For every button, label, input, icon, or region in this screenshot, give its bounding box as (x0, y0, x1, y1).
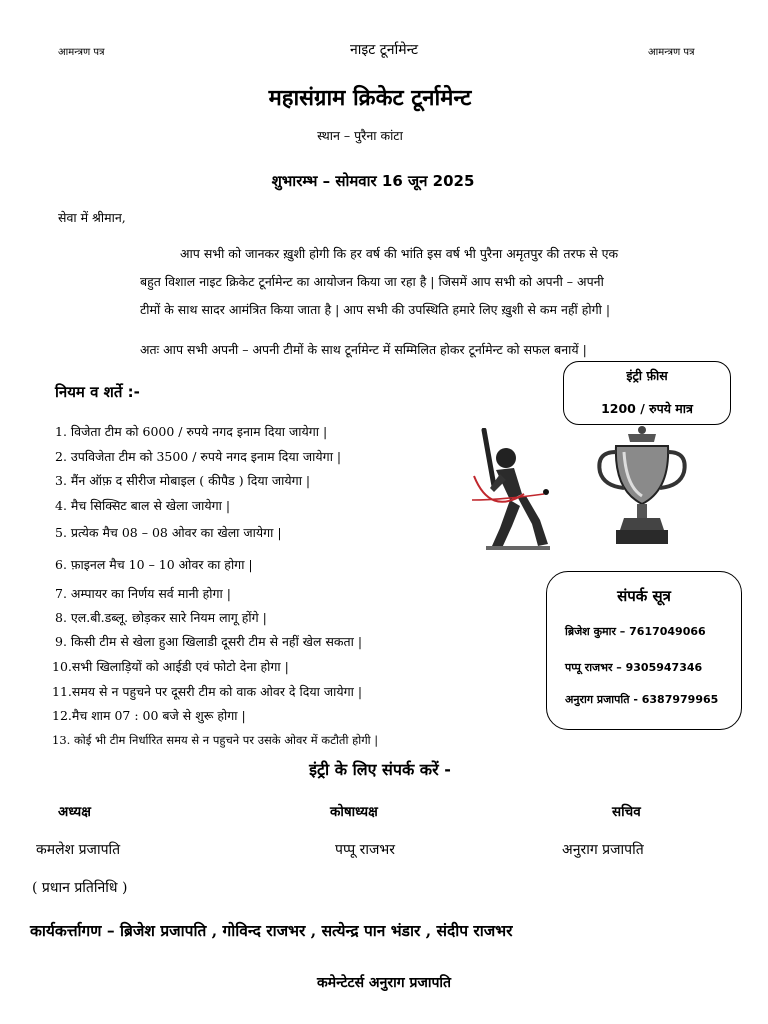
venue: स्थान – पुरैना कांटा (317, 128, 403, 143)
body-line-4: अतः आप सभी अपनी – अपनी टीमों के साथ टूर्नामेन्ट में सम्मिलित होकर टूर्नामेन्ट को सफल बनायें | (140, 342, 587, 357)
president-note: ( प्रधान प्रतिनिधि ) (32, 880, 128, 896)
body-line-3: टीमों के साथ सादर आमंत्रित किया जाता है | आप सभी की उपस्थिति हमारे लिए ख़ुशी से कम नहीं होगी | (140, 302, 611, 317)
contact-title: संपर्क सूत्र (617, 587, 671, 605)
entry-fee-amount: 1200 / रुपये मात्र (601, 401, 693, 416)
rule-item: 1. विजेता टीम को 6000 / रुपये नगद इनाम दिया जायेगा | (55, 424, 328, 439)
rule-item: 3. मैंन ऑफ़ द सीरीज मोबाइल ( कीपैड ) दिया जायेगा | (55, 473, 311, 488)
treasurer-name: पप्पू राजभर (335, 842, 395, 858)
president-role: अध्यक्ष (58, 804, 91, 820)
header-right-tag: आमन्त्रण पत्र (648, 47, 695, 58)
header-center-tag: नाइट टूर्नामेन्ट (349, 42, 419, 58)
rule-item: 4. मैच सिक्सिट बाल से खेला जायेगा | (55, 498, 231, 513)
salutation: सेवा में श्रीमान, (58, 210, 126, 225)
rule-item: 2. उपविजेता टीम को 3500 / रुपये नगद इनाम दिया जायेगा | (55, 449, 342, 464)
rule-item: 11.समय से न पहुचने पर दूसरी टीम को वाक ओवर दे दिया जायेगा | (52, 684, 363, 699)
page-title: महासंग्राम क्रिकेट टूर्नामेन्ट (268, 86, 472, 111)
entry-fee-box (563, 361, 731, 425)
rule-item: 6. फ़ाइनल मैच 10 – 10 ओवर का होगा | (55, 557, 253, 572)
rule-item: 13. कोई भी टीम निर्धारित समय से न पहुचने पर उसके ओवर में कटौती होगी | (52, 733, 379, 747)
commentator: कमेन्टेटर्स अनुराग प्रजापति (316, 975, 452, 991)
contact-line: ब्रिजेश कुमार – 7617049066 (565, 625, 706, 638)
president-name: कमलेश प्रजापति (36, 842, 121, 858)
entry-contact-heading: इंट्री के लिए संपर्क करें - (309, 760, 451, 779)
body-line-2: बहुत विशाल नाइट क्रिकेट टूर्नामेन्ट का आयोजन किया जा रहा है | जिसमें आप सभी को अपनी – अपनी (140, 274, 604, 289)
contact-line: अनुराग प्रजापति - 6387979965 (565, 693, 719, 706)
entry-fee-title: इंट्री फ़ीस (626, 368, 668, 383)
body-line-1: आप सभी को जानकर ख़ुशी होगी कि हर वर्ष की भांति इस वर्ष भी पुरैना अमृतपुर की तरफ से एक (180, 246, 619, 261)
secretary-name: अनुराग प्रजापति (562, 842, 644, 858)
rule-item: 8. एल.बी.डब्लू. छोड़कर सारे नियम लागू होंगे | (55, 610, 267, 625)
trophy-image (590, 424, 694, 550)
rule-item: 10.सभी खिलाड़ियों को आईडी एवं फोटो देना होगा | (52, 659, 289, 674)
rules-heading: नियम व शर्ते :- (55, 383, 140, 401)
workers-line: कार्यकर्त्तागण – ब्रिजेश प्रजापति , गोविन्द राजभर , सत्येन्द्र पान भंडार , संदीप राजभर (30, 921, 513, 940)
header-left-tag: आमन्त्रण पत्र (58, 47, 105, 58)
secretary-role: सचिव (612, 804, 641, 820)
rule-item: 9. किसी टीम से खेला हुआ खिलाडी दूसरी टीम से नहीं खेल सकता | (55, 634, 363, 649)
start-date: शुभारम्भ – सोमवार 16 जून 2025 (271, 172, 475, 190)
rule-item: 12.मैच शाम 07 : 00 बजे से शुरू होगा | (52, 708, 246, 723)
treasurer-role: कोषाध्यक्ष (330, 804, 378, 820)
contact-box (546, 571, 742, 730)
rule-item: 7. अम्पायर का निर्णय सर्व मानी होगा | (55, 586, 231, 601)
batsman-image (470, 428, 554, 552)
contact-line: पप्पू राजभर – 9305947346 (565, 661, 703, 674)
rule-item: 5. प्रत्येक मैच 08 – 08 ओवर का खेला जायेगा | (55, 525, 282, 540)
